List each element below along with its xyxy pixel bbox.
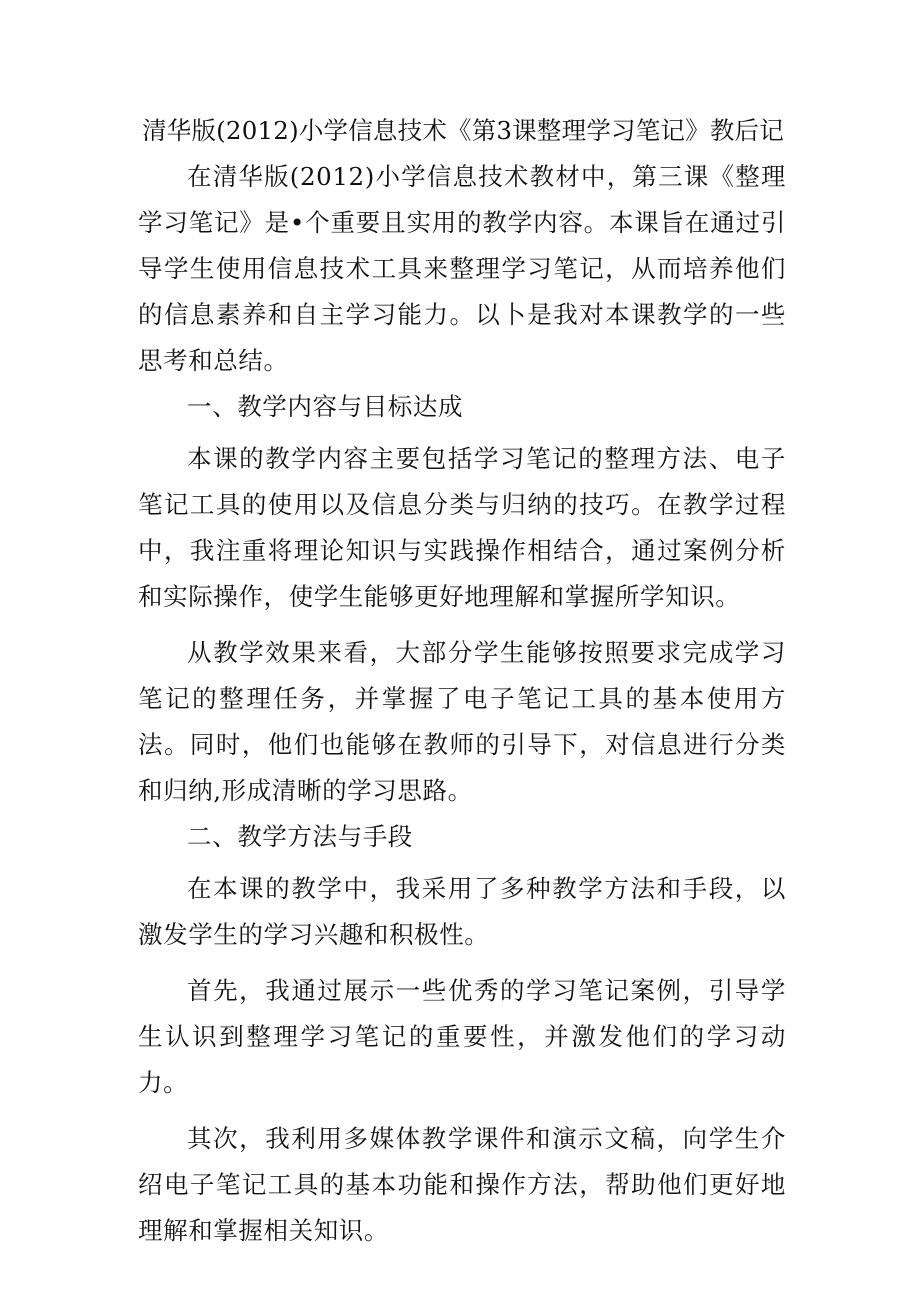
body-paragraph: 首先，我通过展示一些优秀的学习笔记案例，引导学生认识到整理学习笔记的重要性，并激发他们的学习动力。 — [138, 976, 786, 1097]
document-title: 清华版(2012)小学信息技术《第3课整理学习笔记》教后记 — [142, 116, 784, 145]
body-paragraph: 从教学效果来看，大部分学生能够按照要求完成学习笔记的整理任务，并掌握了电子笔记工具的基本使用方法。同时，他们也能够在教师的引导下，对信息进行分类和归纳,形成清晰的学习思路。 — [138, 638, 786, 805]
document-body — [138, 108, 786, 1254]
body-paragraph: 在本课的教学中，我采用了多种教学方法和手段，以激发学生的学习兴趣和积极性。 — [138, 874, 786, 949]
intro-paragraph: 在清华版(2012)小学信息技术教材中，第三课《整理学习笔记》是•个重要且实用的教学内容。本课旨在通过引导学生使用信息技术工具来整理学习笔记，从而培养他们的信息素养和自主学习能力。以卜是我对本课教学的一些思考和总结。 — [138, 162, 786, 375]
body-paragraph: 其次，我利用多媒体教学课件和演示文稿，向学生介绍电子笔记工具的基本功能和操作方法，帮助他们更好地理解和掌握相关知识。 — [138, 1124, 786, 1245]
body-paragraph: 本课的教学内容主要包括学习笔记的整理方法、电子笔记工具的使用以及信息分类与归纳的技巧。在教学过程中，我注重将理论知识与实践操作相结合，通过案例分析和实际操作，使学生能够更好地理解和掌握所学知识。 — [138, 444, 786, 611]
section-heading-1: 一、教学内容与目标达成 — [187, 392, 464, 421]
section-heading-2: 二、教学方法与手段 — [187, 822, 413, 851]
